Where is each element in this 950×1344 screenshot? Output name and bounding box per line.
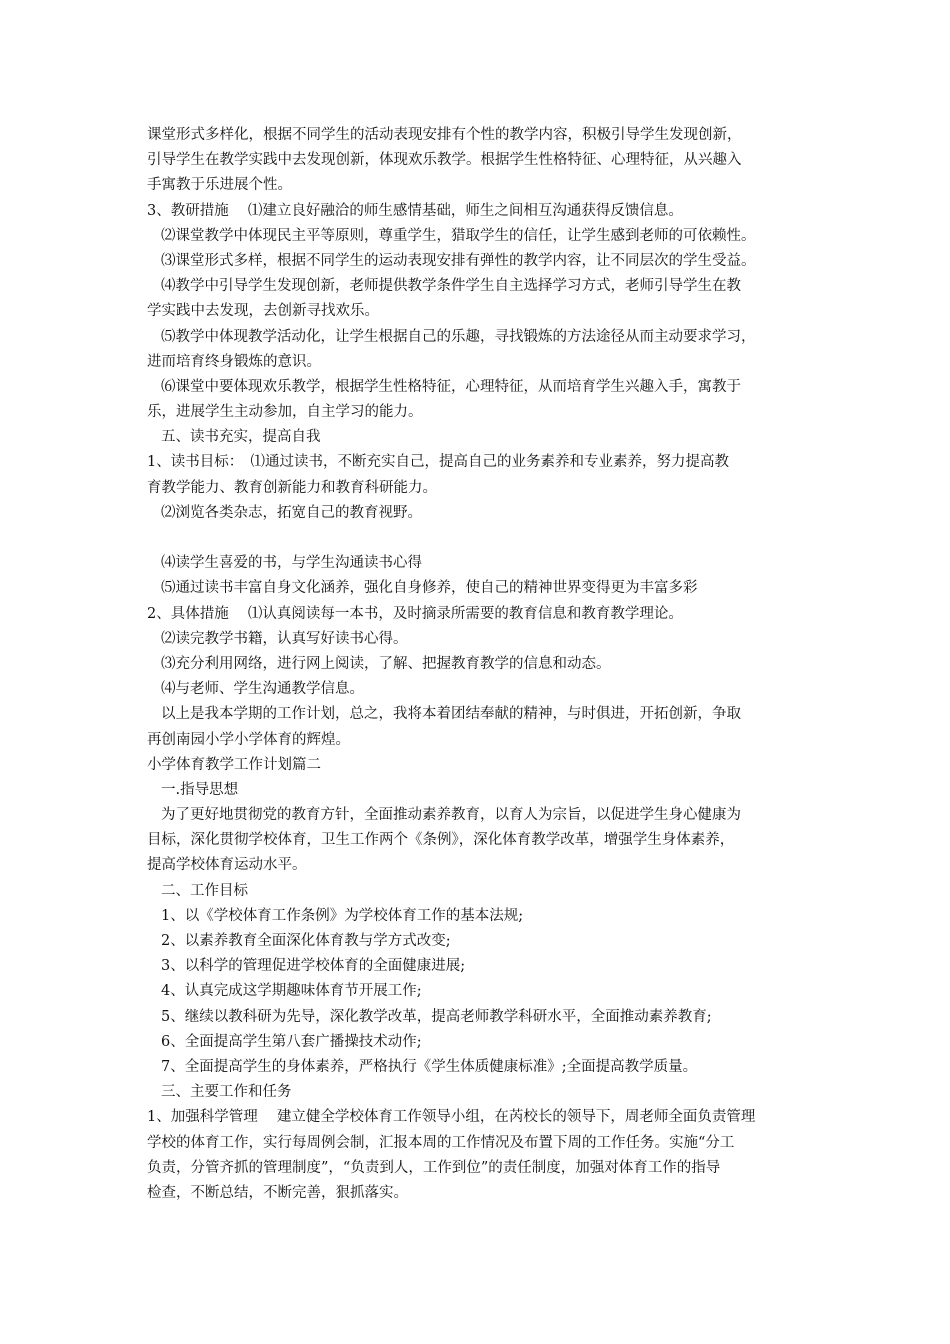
text-line: 育教学能力、教育创新能力和教育科研能力。 xyxy=(147,479,437,496)
text-line: ⑷读学生喜爱的书，与学生沟通读书心得 xyxy=(161,555,422,572)
list-item: 4、认真完成这学期趣味体育节开展工作; xyxy=(161,983,422,1000)
text-line: 以上是我本学期的工作计划，总之，我将本着团结奉献的精神，与时俱进，开拓创新，争取 xyxy=(161,706,741,723)
section-heading: 五、读书充实，提高自我 xyxy=(161,429,321,446)
text-line: ⑶充分利用网络，进行网上阅读，了解、把握教育教学的信息和动态。 xyxy=(161,655,611,672)
list-item: 5、继续以教科研为先导，深化教学改革，提高老师教学科研水平，全面推动素养教育; xyxy=(161,1008,712,1025)
text-line: 负责，分管齐抓的管理制度”，“负责到人，工作到位”的责任制度，加强对体育工作的指导 xyxy=(147,1159,721,1176)
text-line: 课堂形式多样化，根据不同学生的活动表现安排有个性的教学内容，积极引导学生发现创新， xyxy=(147,127,742,143)
text-line: ⑶课堂形式多样，根据不同学生的运动表现安排有弹性的教学内容，让不同层次的学生受益。 xyxy=(161,252,756,269)
text-line: 学实践中去发现，去创新寻找欢乐。 xyxy=(147,303,379,320)
text-line: 进而培育终身锻炼的意识。 xyxy=(147,353,321,370)
text-line: ⑵浏览各类杂志，拓宽自己的教育视野。 xyxy=(161,504,422,521)
section-heading: 三、主要工作和任务 xyxy=(161,1084,292,1101)
list-item: 2、以素养教育全面深化体育教与学方式改变; xyxy=(161,933,451,949)
text-line: 1、加强科学管理 建立健全学校体育工作领导小组，在芮校长的领导下，周老师全面负责管理 xyxy=(147,1109,756,1126)
list-item: 3、以科学的管理促进学校体育的全面健康进展; xyxy=(161,958,466,975)
text-line: 为了更好地贯彻党的教育方针，全面推动素养教育，以育人为宗旨，以促进学生身心健康为 xyxy=(161,807,741,824)
text-line: 乐，进展学生主动参加，自主学习的能力。 xyxy=(147,404,423,421)
text-line: 1、读书目标： ⑴通过读书，不断充实自己，提高自己的业务素养和专业素养，努力提高教 xyxy=(147,454,729,471)
text-line: 目标，深化贯彻学校体育，卫生工作两个《条例》，深化体育教学改革，增强学生身体素养， xyxy=(147,832,735,849)
list-item: 1、以《学校体育工作条例》为学校体育工作的基本法规; xyxy=(161,907,524,924)
text-line: ⑷教学中引导学生发现创新，老师提供教学条件学生自主选择学习方式，老师引导学生在教 xyxy=(161,278,741,295)
text-line: ⑸教学中体现教学活动化，让学生根据自己的乐趣，寻找锻炼的方法途径从而主动要求学习， xyxy=(161,328,756,345)
section-heading: 二、工作目标 xyxy=(161,882,248,899)
list-item: 7、全面提高学生的身体素养，严格执行《学生体质健康标准》;全面提高教学质量。 xyxy=(161,1058,698,1075)
section-title: 小学体育教学工作计划篇二 xyxy=(147,756,321,773)
text-line: ⑵读完教学书籍，认真写好读书心得。 xyxy=(161,630,408,647)
text-line: 检查，不断总结，不断完善，狠抓落实。 xyxy=(147,1184,408,1201)
text-line: 3、教研措施 ⑴建立良好融洽的师生感情基础，师生之间相互沟通获得反馈信息。 xyxy=(147,202,683,219)
section-heading: 一.指导思想 xyxy=(161,781,239,798)
text-line: 手寓教于乐进展个性。 xyxy=(147,177,292,194)
list-item: 6、全面提高学生第八套广播操技术动作; xyxy=(161,1033,422,1050)
text-line: 提高学校体育运动水平。 xyxy=(147,857,307,874)
text-line: 再创南园小学小学体育的辉煌。 xyxy=(147,731,350,748)
text-line: ⑷与老师、学生沟通教学信息。 xyxy=(161,681,364,698)
text-line: 学校的体育工作，实行每周例会制，汇报本周的工作情况及布置下周的工作任务。实施“分工 xyxy=(147,1134,735,1151)
text-line: 引导学生在教学实践中去发现创新，体现欢乐教学。根据学生性格特征、心理特征，从兴趣入 xyxy=(147,152,742,169)
text-line: 2、具体措施 ⑴认真阅读每一本书，及时摘录所需要的教育信息和教育教学理论。 xyxy=(147,605,683,622)
document-body xyxy=(147,123,827,1206)
text-line: ⑵课堂教学中体现民主平等原则，尊重学生，猎取学生的信任，让学生感到老师的可依赖性。 xyxy=(161,227,756,244)
text-line: ⑹课堂中要体现欢乐教学，根据学生性格特征，心理特征，从而培育学生兴趣入手，寓教于 xyxy=(161,378,741,395)
text-line: ⑸通过读书丰富自身文化涵养，强化自身修养，使自己的精神世界变得更为丰富多彩 xyxy=(161,580,698,597)
blank-line xyxy=(147,526,827,551)
